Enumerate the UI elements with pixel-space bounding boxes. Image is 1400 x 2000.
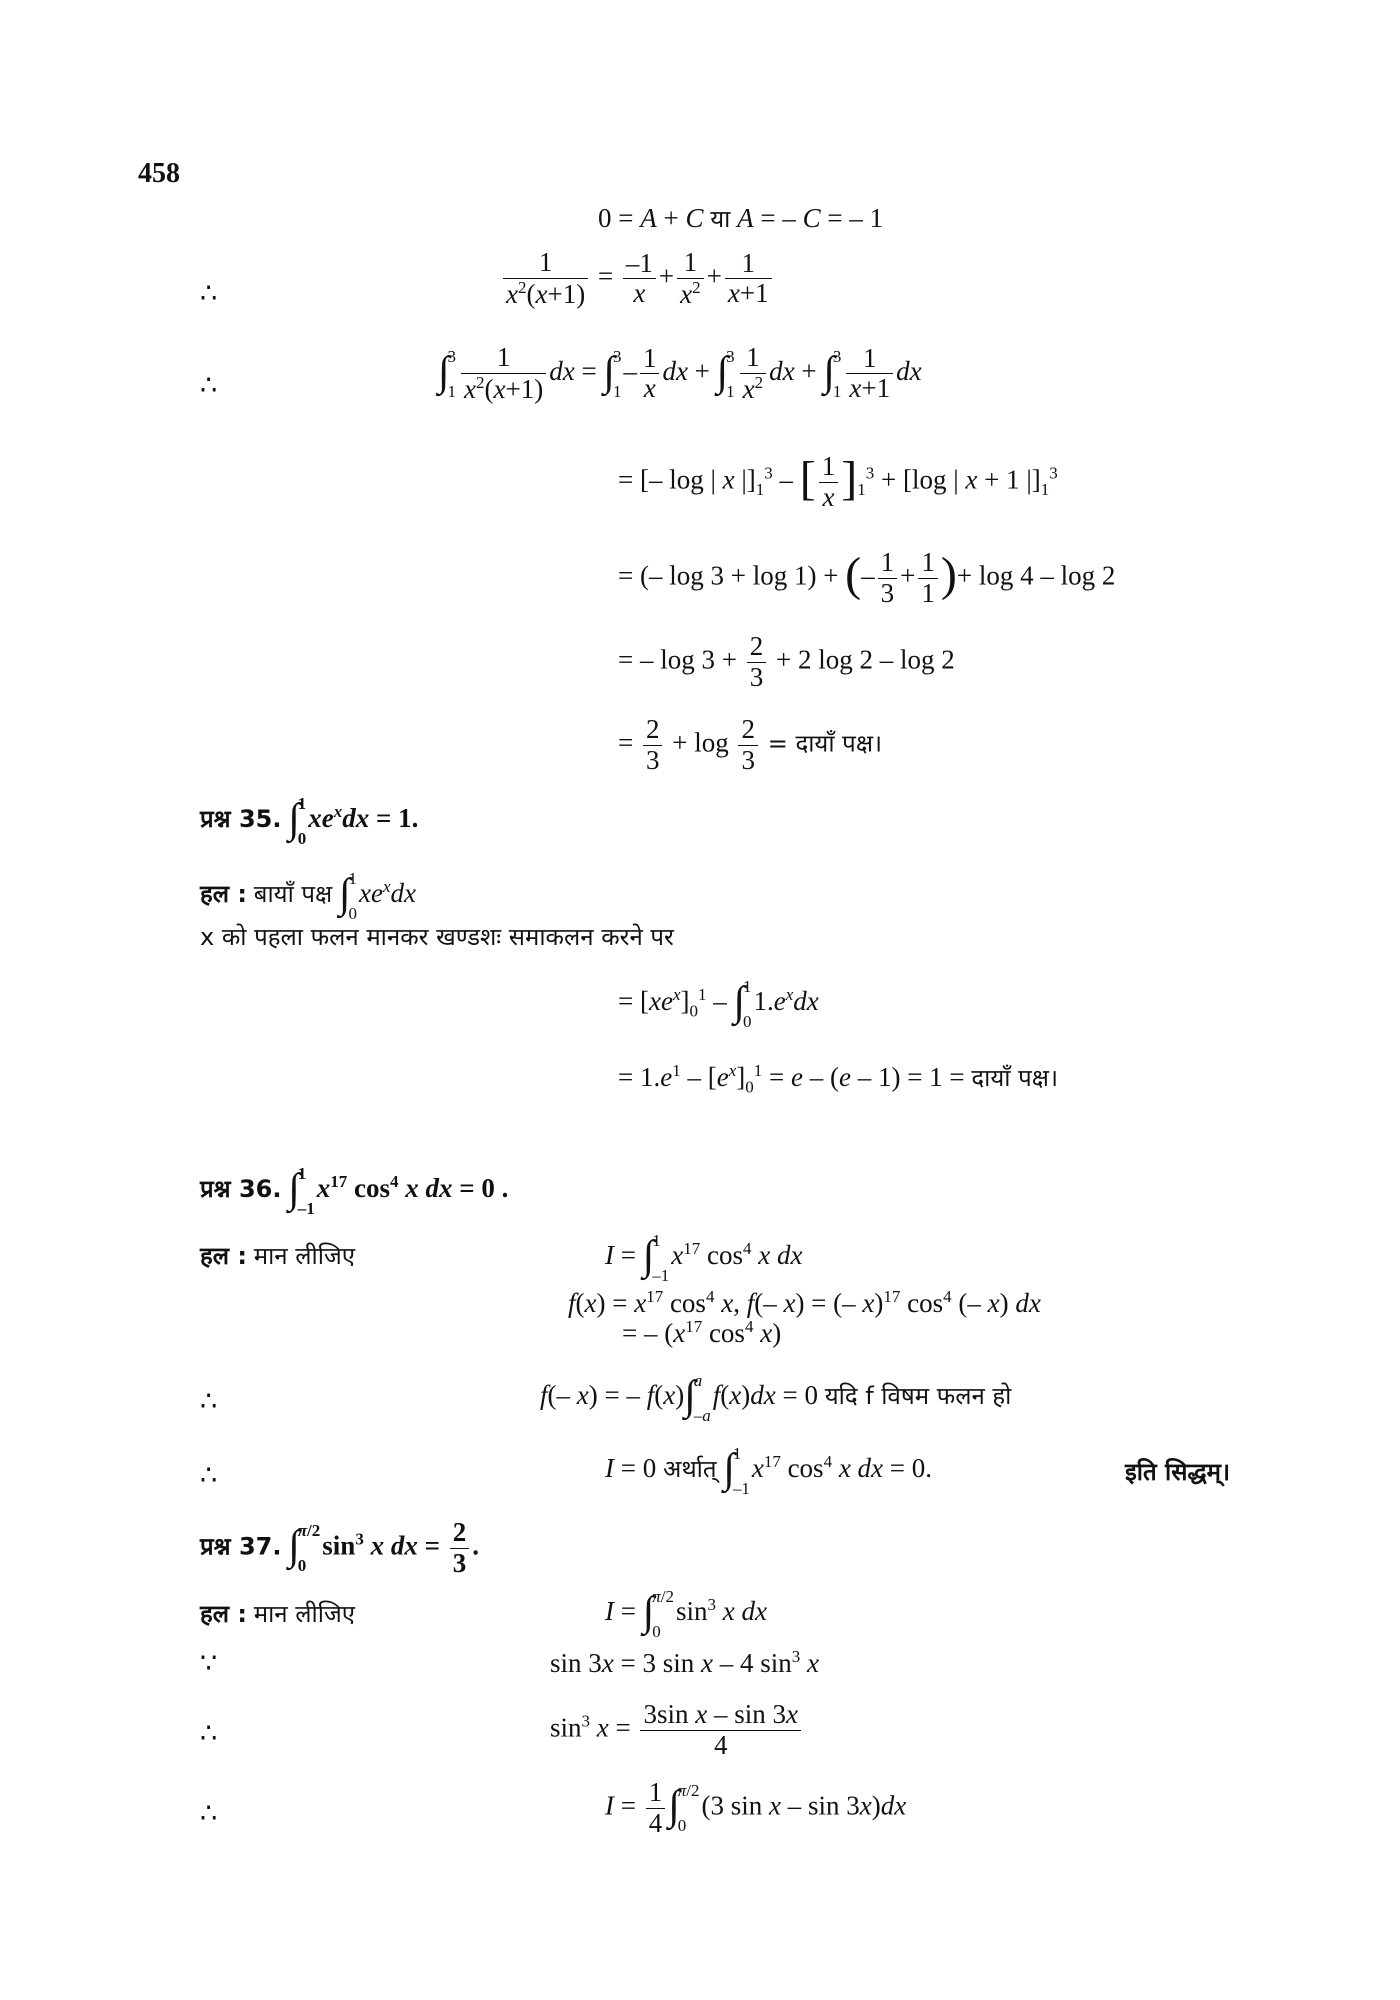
solution-line: हल : मान लीजिए (200, 1600, 356, 1628)
question-35: प्रश्न 35. ∫ 1 0 $xe^xdx = 1$. (200, 794, 419, 848)
equation-line: $\sin^3 x$ = $\frac{\text{3sin x – sin 3x}}{4}$ (550, 1700, 804, 1760)
therefore-symbol: ∴ (200, 278, 218, 308)
equation-line: = $1.e^1 - [e^x]_0^1 = e - (e - 1) = 1$ = दायाँ पक्ष। (618, 1061, 1059, 1097)
equation-line: ∫ 3 1 $\frac{1}{x^2(x+1)}$ dx = ∫ 3 1 – $\frac{1}{x}$ dx + ∫ 3 1 $\frac{1}{x^2}$ dx + ∫ 3 1 $\frac{1}{x+1}$ dx (438, 342, 922, 404)
question-36: प्रश्न 36. ∫ 1 –1 $x^{17}$ $\cos^4 x$ dx = 0 . (200, 1164, 509, 1218)
proved-mark: इति सिद्धम्। (1125, 1458, 1231, 1486)
equation-line: I = 0 अर्थात् ∫ 1 –1 $x^{17}$ $\cos^4 x$ dx = 0. (605, 1444, 933, 1498)
equation-line: = [– log | x $|]_1^3$ – [ $\frac{1}{x}$ ]$_1^3 + [\log$ | x + 1 $|]_1^3$ (618, 451, 1058, 512)
equation-line: = – ($x^{17}$ $\cos^4 x$) (622, 1317, 782, 1348)
parts-note: x को पहला फलन मानकर खण्डशः समाकलन करने पर (200, 923, 674, 951)
therefore-symbol: ∴ (200, 370, 218, 400)
question-37: प्रश्न 37. ∫ π/2 0 $\sin^3 x$ dx = $\frac{2}{3}$ . (200, 1517, 479, 1578)
equation-line: = $\frac{2}{3}$ + log $\frac{2}{3}$ = दायाँ पक्ष। (618, 714, 883, 775)
equation-line: $f(x) = x^{17}$ $\cos^4 x$, f(– x) = (– x)$^{17}$ $\cos^4$ (– x) dx (568, 1287, 1041, 1318)
equation-line: = – log 3 + $\frac{2}{3}$ + 2 log 2 – log 2 (618, 631, 955, 692)
because-symbol: ∵ (200, 1648, 218, 1678)
equation-line: I = $\frac{1}{4}$ ∫ π/2 0 (3 sin x – sin 3x)dx (605, 1777, 907, 1838)
equation-line: $\frac{1}{x^2(x+1)}$ = $\frac{-1}{x}$ + $\frac{1}{x^2}$ + $\frac{1}{x+1}$ (500, 248, 775, 309)
equation-line: f(– x) = – f(x)∫ a –a f(x)dx = 0 यदि f विषम फलन हो (540, 1371, 1012, 1425)
solution-line: हल : बायाँ पक्ष ∫ 1 0 $xe^xdx$ (200, 869, 417, 923)
equation-line: I = ∫ π/2 0 $\sin^3 x$ dx (605, 1587, 767, 1641)
solution-line: हल : मान लीजिए (200, 1242, 356, 1270)
equation-line: 0 = A + C या A = – C = – 1 (598, 203, 884, 233)
therefore-symbol: ∴ (200, 1460, 218, 1490)
equation-line: I = ∫ 1 –1 $x^{17}$ $\cos^4 x$ dx (605, 1231, 803, 1285)
equation-line: = $[xe^x]_0^1$ – ∫ 1 0 $1.e^xdx$ (618, 977, 819, 1031)
page-number: 458 (138, 158, 180, 189)
therefore-symbol: ∴ (200, 1718, 218, 1748)
equation-line: = (– log 3 + log 1) + (– $\frac{1}{3}$ + $\frac{1}{1}$ )+ log 4 – log 2 (618, 547, 1116, 608)
therefore-symbol: ∴ (200, 1798, 218, 1828)
therefore-symbol: ∴ (200, 1386, 218, 1416)
equation-line: sin 3x = 3 sin x – 4 $\sin^3 x$ (550, 1647, 819, 1678)
